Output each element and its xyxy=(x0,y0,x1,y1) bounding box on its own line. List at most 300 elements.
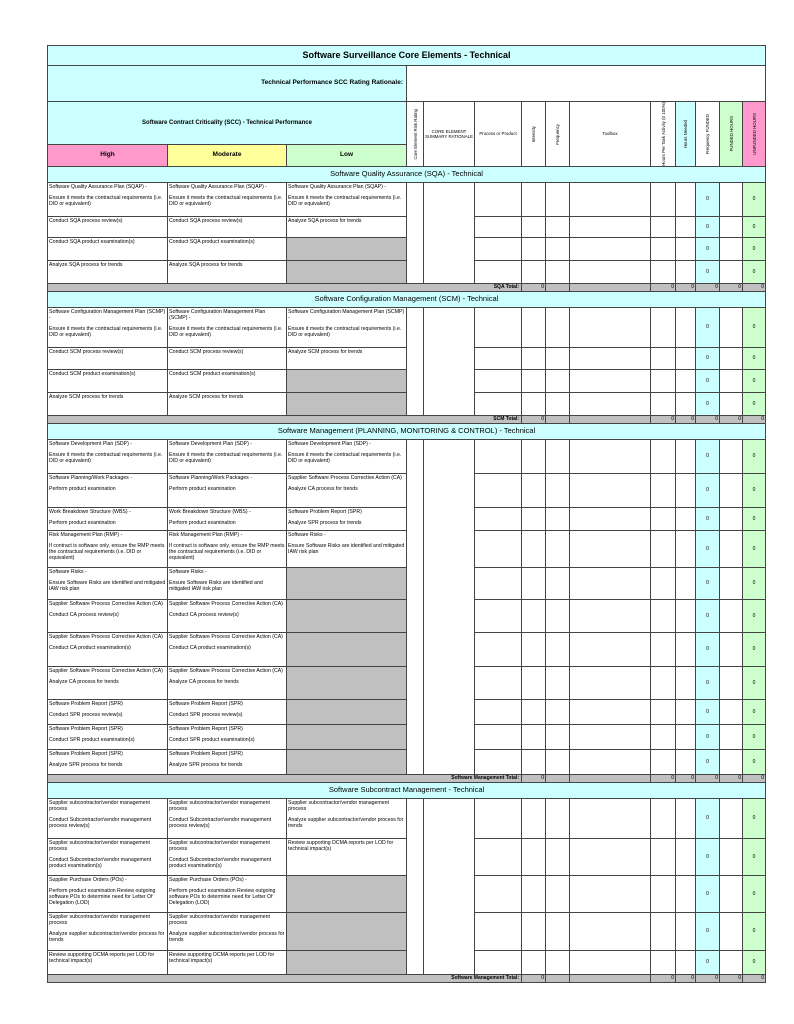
frequency-funded-cell[interactable] xyxy=(720,632,743,666)
intensity-cell[interactable] xyxy=(522,798,546,838)
toolbox-cell[interactable] xyxy=(570,182,651,216)
funded-hours-cell[interactable]: 0 xyxy=(743,912,766,950)
cell-text: Conduct SCM product examination(s) xyxy=(49,370,136,377)
moderate-cell xyxy=(168,507,287,530)
frequency-cell[interactable] xyxy=(546,507,570,530)
hours-per-task-cell[interactable] xyxy=(651,260,676,283)
funded-hours-cell[interactable]: 0 xyxy=(743,307,766,347)
funded-hours-cell[interactable]: 0 xyxy=(743,838,766,875)
summary-rationale-cell[interactable] xyxy=(424,182,475,283)
hours-per-task-cell[interactable] xyxy=(651,875,676,912)
toolbox-cell[interactable] xyxy=(570,699,651,724)
moderate-cell xyxy=(168,347,287,369)
toolbox-cell[interactable] xyxy=(570,473,651,507)
summary-rationale-cell[interactable] xyxy=(424,439,475,774)
intensity-cell[interactable] xyxy=(522,216,546,237)
intensity-cell[interactable] xyxy=(522,724,546,749)
blank-cell[interactable] xyxy=(676,798,696,838)
blank-cell[interactable] xyxy=(676,347,696,369)
frequency-cell[interactable] xyxy=(546,216,570,237)
low-cell xyxy=(287,530,407,567)
section-total-value: 0 xyxy=(522,974,546,982)
funded-hours-cell[interactable]: 0 xyxy=(743,875,766,912)
process-product-cell[interactable] xyxy=(475,632,522,666)
intensity-cell[interactable] xyxy=(522,699,546,724)
cell-text: Conduct SPR product examination(s) xyxy=(169,737,255,744)
hours-needed-cell[interactable]: 0 xyxy=(696,347,720,369)
process-product-cell[interactable] xyxy=(475,838,522,875)
section-total-label: SQA Total: xyxy=(48,283,522,291)
process-product-cell[interactable] xyxy=(475,260,522,283)
process-product-cell[interactable] xyxy=(475,875,522,912)
funded-hours-cell[interactable]: 0 xyxy=(743,507,766,530)
toolbox-cell[interactable] xyxy=(570,632,651,666)
cell-text: Analyze SQA process for trends xyxy=(169,261,243,268)
intensity-cell[interactable] xyxy=(522,567,546,599)
frequency-cell[interactable] xyxy=(546,875,570,912)
blank-cell[interactable] xyxy=(676,182,696,216)
cell-text: If contract is software only, ensure the RMP meets the contractual requirements (i.e. DID or equivalent) xyxy=(169,543,285,562)
blank-cell[interactable] xyxy=(676,632,696,666)
blank-cell[interactable] xyxy=(676,530,696,567)
hours-per-task-cell[interactable] xyxy=(651,439,676,473)
frequency-funded-cell[interactable] xyxy=(720,724,743,749)
funded-hours-cell[interactable]: 0 xyxy=(743,237,766,260)
intensity-cell[interactable] xyxy=(522,912,546,950)
section-total-value: 0 xyxy=(696,415,720,423)
cell-text: Conduct SQA process review(s) xyxy=(49,217,123,224)
process-product-cell[interactable] xyxy=(475,507,522,530)
funded-hours-cell[interactable]: 0 xyxy=(743,530,766,567)
cell-text: Software Risks - xyxy=(49,568,87,575)
funded-hours-cell[interactable]: 0 xyxy=(743,369,766,392)
risk-rating-cell[interactable] xyxy=(407,307,424,415)
process-product-cell[interactable] xyxy=(475,666,522,699)
frequency-cell[interactable] xyxy=(546,369,570,392)
intensity-cell[interactable] xyxy=(522,182,546,216)
process-product-cell[interactable] xyxy=(475,347,522,369)
frequency-funded-cell[interactable] xyxy=(720,567,743,599)
process-product-cell[interactable] xyxy=(475,599,522,632)
blank-cell[interactable] xyxy=(676,260,696,283)
cell-text: Supplier subcontractor/vendor management process xyxy=(49,839,150,853)
toolbox-cell[interactable] xyxy=(570,838,651,875)
cell-text: Analyze SQA process for trends xyxy=(288,217,362,224)
intensity-cell[interactable] xyxy=(522,632,546,666)
funded-hours-cell[interactable]: 0 xyxy=(743,749,766,774)
frequency-funded-cell[interactable] xyxy=(720,507,743,530)
toolbox-cell[interactable] xyxy=(570,599,651,632)
cell-text: Ensure it meets the contractual requirements (i.e. DID or equivalent) xyxy=(288,326,402,339)
hours-per-task-cell[interactable] xyxy=(651,666,676,699)
moderate-cell xyxy=(168,798,287,838)
frequency-funded-cell[interactable] xyxy=(720,599,743,632)
blank-cell[interactable] xyxy=(676,473,696,507)
hours-needed-cell[interactable]: 0 xyxy=(696,182,720,216)
blank-cell[interactable] xyxy=(676,599,696,632)
funded-hours-cell[interactable]: 0 xyxy=(743,392,766,415)
intensity-cell[interactable] xyxy=(522,260,546,283)
hours-needed-cell[interactable]: 0 xyxy=(696,875,720,912)
intensity-cell[interactable] xyxy=(522,749,546,774)
hours-per-task-cell[interactable] xyxy=(651,307,676,347)
section-total-value: 0 xyxy=(743,974,766,982)
funded-hours-cell[interactable]: 0 xyxy=(743,798,766,838)
toolbox-cell[interactable] xyxy=(570,347,651,369)
section-total-row xyxy=(48,774,766,782)
toolbox-cell[interactable] xyxy=(570,307,651,347)
funded-hours-cell[interactable]: 0 xyxy=(743,473,766,507)
section-total-value xyxy=(570,283,651,291)
rationale-field[interactable] xyxy=(407,66,766,102)
hours-needed-cell[interactable]: 0 xyxy=(696,392,720,415)
blank-cell[interactable] xyxy=(676,912,696,950)
hours-needed-cell[interactable]: 0 xyxy=(696,838,720,875)
cell-text: Conduct SCM process review(s) xyxy=(49,348,124,355)
hours-per-task-cell[interactable] xyxy=(651,347,676,369)
moderate-cell xyxy=(168,838,287,875)
frequency-cell[interactable] xyxy=(546,530,570,567)
intensity-cell[interactable] xyxy=(522,838,546,875)
intensity-cell[interactable] xyxy=(522,369,546,392)
cell-text: Software Problem Report (SPR) xyxy=(169,750,243,757)
hours-needed-cell[interactable]: 0 xyxy=(696,237,720,260)
funded-hours-cell[interactable]: 0 xyxy=(743,182,766,216)
cell-text: Supplier Purchase Orders (POs) - xyxy=(169,876,247,883)
frequency-cell[interactable] xyxy=(546,182,570,216)
cell-text: Conduct Subcontractor/vendor management process review(s) xyxy=(169,817,272,830)
frequency-cell[interactable] xyxy=(546,260,570,283)
hours-per-task-cell[interactable] xyxy=(651,632,676,666)
frequency-funded-cell[interactable] xyxy=(720,307,743,347)
funded-hours-cell[interactable]: 0 xyxy=(743,950,766,974)
blank-cell[interactable] xyxy=(676,307,696,347)
blank-cell[interactable] xyxy=(676,749,696,774)
hours-per-task-cell[interactable] xyxy=(651,216,676,237)
funded-hours-cell[interactable]: 0 xyxy=(743,724,766,749)
hours-per-task-cell[interactable] xyxy=(651,950,676,974)
hours-per-task-cell[interactable] xyxy=(651,473,676,507)
blank-cell[interactable] xyxy=(676,838,696,875)
funded-hours-cell[interactable]: 0 xyxy=(743,699,766,724)
hours-needed-cell[interactable]: 0 xyxy=(696,599,720,632)
blank-cell[interactable] xyxy=(676,439,696,473)
frequency-funded-cell[interactable] xyxy=(720,392,743,415)
frequency-cell[interactable] xyxy=(546,307,570,347)
cell-text: Supplier subcontractor/vendor management process xyxy=(49,799,150,813)
toolbox-cell[interactable] xyxy=(570,950,651,974)
funded-hours-cell[interactable]: 0 xyxy=(743,216,766,237)
funded-hours-cell[interactable]: 0 xyxy=(743,260,766,283)
intensity-cell[interactable] xyxy=(522,307,546,347)
hours-per-task-cell[interactable] xyxy=(651,838,676,875)
hours-needed-cell[interactable]: 0 xyxy=(696,724,720,749)
frequency-funded-cell[interactable] xyxy=(720,875,743,912)
section-title: Software Subcontract Management - Technical xyxy=(48,782,766,798)
frequency-funded-cell[interactable] xyxy=(720,347,743,369)
blank-cell[interactable] xyxy=(676,724,696,749)
low-cell xyxy=(287,699,407,724)
cell-text: Conduct SCM product examination(s) xyxy=(169,370,256,377)
process-product-cell[interactable] xyxy=(475,912,522,950)
frequency-funded-cell[interactable] xyxy=(720,666,743,699)
hours-needed-cell[interactable]: 0 xyxy=(696,216,720,237)
low-cell xyxy=(287,260,407,283)
process-product-cell[interactable] xyxy=(475,473,522,507)
hours-per-task-cell[interactable] xyxy=(651,699,676,724)
hours-needed-cell[interactable]: 0 xyxy=(696,567,720,599)
low-cell xyxy=(287,599,407,632)
frequency-cell[interactable] xyxy=(546,392,570,415)
frequency-funded-cell[interactable] xyxy=(720,798,743,838)
intensity-cell[interactable] xyxy=(522,507,546,530)
frequency-cell[interactable] xyxy=(546,912,570,950)
blank-cell[interactable] xyxy=(676,699,696,724)
funded-hours-cell[interactable]: 0 xyxy=(743,599,766,632)
toolbox-cell[interactable] xyxy=(570,912,651,950)
process-product-cell[interactable] xyxy=(475,216,522,237)
risk-rating-cell[interactable] xyxy=(407,439,424,774)
hours-needed-cell[interactable]: 0 xyxy=(696,798,720,838)
summary-rationale-cell[interactable] xyxy=(424,307,475,415)
process-product-cell[interactable] xyxy=(475,798,522,838)
cell-text: Software Planning/Work Packages - xyxy=(49,474,132,481)
blank-cell[interactable] xyxy=(676,875,696,912)
frequency-funded-cell[interactable] xyxy=(720,749,743,774)
toolbox-cell[interactable] xyxy=(570,392,651,415)
intensity-cell[interactable] xyxy=(522,392,546,415)
toolbox-cell[interactable] xyxy=(570,237,651,260)
frequency-cell[interactable] xyxy=(546,347,570,369)
funded-hours-cell[interactable]: 0 xyxy=(743,632,766,666)
risk-rating-cell[interactable] xyxy=(407,182,424,283)
low-cell xyxy=(287,392,407,415)
level-high: High xyxy=(48,145,168,167)
cell-text: Ensure it meets the contractual requirements (i.e. DID or equivalent) xyxy=(49,452,163,465)
high-cell xyxy=(48,567,168,599)
high-cell xyxy=(48,666,168,699)
hours-needed-cell[interactable]: 0 xyxy=(696,666,720,699)
low-cell xyxy=(287,369,407,392)
toolbox-cell[interactable] xyxy=(570,530,651,567)
funded-hours-cell[interactable]: 0 xyxy=(743,567,766,599)
blank-cell[interactable] xyxy=(676,567,696,599)
moderate-cell xyxy=(168,307,287,347)
toolbox-cell[interactable] xyxy=(570,567,651,599)
hours-needed-cell[interactable]: 0 xyxy=(696,632,720,666)
hours-needed-cell[interactable]: 0 xyxy=(696,507,720,530)
cell-text: Analyze SCM process for trends xyxy=(49,393,124,400)
cell-text: Software Problem Report (SPR) xyxy=(169,725,243,732)
hours-needed-cell[interactable]: 0 xyxy=(696,260,720,283)
cell-text: Conduct SQA product examination(s) xyxy=(169,238,255,245)
blank-cell[interactable] xyxy=(676,392,696,415)
frequency-funded-cell[interactable] xyxy=(720,530,743,567)
hours-needed-cell[interactable]: 0 xyxy=(696,473,720,507)
frequency-cell[interactable] xyxy=(546,838,570,875)
funded-hours-cell[interactable]: 0 xyxy=(743,439,766,473)
hours-needed-cell[interactable]: 0 xyxy=(696,369,720,392)
column-header xyxy=(743,102,766,167)
toolbox-cell[interactable] xyxy=(570,666,651,699)
sheet-title: Software Surveillance Core Elements - Technical xyxy=(48,46,766,66)
toolbox-cell[interactable] xyxy=(570,507,651,530)
low-cell xyxy=(287,347,407,369)
frequency-funded-cell[interactable] xyxy=(720,838,743,875)
hours-per-task-cell[interactable] xyxy=(651,567,676,599)
hours-per-task-cell[interactable] xyxy=(651,369,676,392)
process-product-cell[interactable] xyxy=(475,724,522,749)
toolbox-cell[interactable] xyxy=(570,216,651,237)
intensity-cell[interactable] xyxy=(522,530,546,567)
frequency-funded-cell[interactable] xyxy=(720,182,743,216)
table-row xyxy=(48,798,766,838)
intensity-cell[interactable] xyxy=(522,666,546,699)
hours-needed-cell[interactable]: 0 xyxy=(696,699,720,724)
blank-cell[interactable] xyxy=(676,369,696,392)
frequency-cell[interactable] xyxy=(546,666,570,699)
process-product-cell[interactable] xyxy=(475,369,522,392)
process-product-cell[interactable] xyxy=(475,307,522,347)
hours-per-task-cell[interactable] xyxy=(651,912,676,950)
moderate-cell xyxy=(168,875,287,912)
hours-needed-cell[interactable]: 0 xyxy=(696,307,720,347)
frequency-funded-cell[interactable] xyxy=(720,950,743,974)
cell-text: Conduct Subcontractor/vendor management product examination(s) xyxy=(49,857,152,870)
frequency-cell[interactable] xyxy=(546,473,570,507)
column-header xyxy=(696,102,720,167)
cell-text: Ensure it meets the contractual requirements (i.e. DID or equivalent) xyxy=(49,195,163,208)
process-product-cell[interactable] xyxy=(475,439,522,473)
hours-needed-cell[interactable]: 0 xyxy=(696,530,720,567)
high-cell xyxy=(48,260,168,283)
intensity-cell[interactable] xyxy=(522,875,546,912)
frequency-cell[interactable] xyxy=(546,439,570,473)
column-header-label: Hours Needed xyxy=(683,119,688,149)
hours-per-task-cell[interactable] xyxy=(651,798,676,838)
section-total-value: 0 xyxy=(720,283,743,291)
frequency-funded-cell[interactable] xyxy=(720,237,743,260)
moderate-cell xyxy=(168,699,287,724)
hours-needed-cell[interactable]: 0 xyxy=(696,912,720,950)
blank-cell[interactable] xyxy=(676,237,696,260)
cell-text: Ensure Software Risks are identified and mitigated IAW risk plan xyxy=(169,580,263,593)
frequency-cell[interactable] xyxy=(546,950,570,974)
low-cell xyxy=(287,182,407,216)
moderate-cell xyxy=(168,369,287,392)
section-total-value: 0 xyxy=(676,415,696,423)
intensity-cell[interactable] xyxy=(522,439,546,473)
frequency-cell[interactable] xyxy=(546,724,570,749)
hours-needed-cell[interactable]: 0 xyxy=(696,439,720,473)
intensity-cell[interactable] xyxy=(522,347,546,369)
process-product-cell[interactable] xyxy=(475,392,522,415)
section-total-value: 0 xyxy=(651,974,676,982)
section-total-value: 0 xyxy=(651,774,676,782)
process-product-cell[interactable] xyxy=(475,749,522,774)
toolbox-cell[interactable] xyxy=(570,260,651,283)
section-total-value: 0 xyxy=(651,283,676,291)
section-total-value xyxy=(570,415,651,423)
frequency-funded-cell[interactable] xyxy=(720,912,743,950)
process-product-cell[interactable] xyxy=(475,237,522,260)
toolbox-cell[interactable] xyxy=(570,724,651,749)
blank-cell[interactable] xyxy=(676,950,696,974)
frequency-cell[interactable] xyxy=(546,798,570,838)
moderate-cell xyxy=(168,632,287,666)
frequency-funded-cell[interactable] xyxy=(720,260,743,283)
section-title: Software Management (PLANNING, MONITORING & CONTROL) - Technical xyxy=(48,423,766,439)
blank-cell[interactable] xyxy=(676,216,696,237)
section-total-label: Software Management Total: xyxy=(48,974,522,982)
hours-per-task-cell[interactable] xyxy=(651,182,676,216)
toolbox-cell[interactable] xyxy=(570,749,651,774)
hours-per-task-cell[interactable] xyxy=(651,237,676,260)
frequency-cell[interactable] xyxy=(546,567,570,599)
frequency-cell[interactable] xyxy=(546,632,570,666)
frequency-funded-cell[interactable] xyxy=(720,473,743,507)
hours-per-task-cell[interactable] xyxy=(651,724,676,749)
cell-text: Analyze SPR process for trends xyxy=(288,520,362,527)
frequency-funded-cell[interactable] xyxy=(720,216,743,237)
funded-hours-cell[interactable]: 0 xyxy=(743,666,766,699)
cell-text: Risk Management Plan (RMP) - xyxy=(169,531,243,538)
blank-cell[interactable] xyxy=(676,666,696,699)
toolbox-cell[interactable] xyxy=(570,369,651,392)
intensity-cell[interactable] xyxy=(522,599,546,632)
cell-text: Analyze SCM process for trends xyxy=(288,348,363,355)
risk-rating-cell[interactable] xyxy=(407,798,424,974)
summary-rationale-cell[interactable] xyxy=(424,798,475,974)
blank-cell[interactable] xyxy=(676,507,696,530)
cell-text: Software Quality Assurance Plan (SQAP) - xyxy=(288,183,387,190)
frequency-cell[interactable] xyxy=(546,749,570,774)
frequency-funded-cell[interactable] xyxy=(720,369,743,392)
frequency-funded-cell[interactable] xyxy=(720,439,743,473)
column-header xyxy=(522,102,546,167)
cell-text: Conduct SQA process review(s) xyxy=(169,217,243,224)
low-cell xyxy=(287,912,407,950)
process-product-cell[interactable] xyxy=(475,699,522,724)
hours-needed-cell[interactable]: 0 xyxy=(696,950,720,974)
intensity-cell[interactable] xyxy=(522,950,546,974)
toolbox-cell[interactable] xyxy=(570,875,651,912)
frequency-cell[interactable] xyxy=(546,699,570,724)
process-product-cell[interactable] xyxy=(475,182,522,216)
process-product-cell[interactable] xyxy=(475,567,522,599)
hours-per-task-cell[interactable] xyxy=(651,599,676,632)
toolbox-cell[interactable] xyxy=(570,439,651,473)
hours-per-task-cell[interactable] xyxy=(651,507,676,530)
hours-per-task-cell[interactable] xyxy=(651,530,676,567)
cell-text: Software Problem Report (SPR) xyxy=(49,700,123,707)
hours-per-task-cell[interactable] xyxy=(651,392,676,415)
frequency-cell[interactable] xyxy=(546,599,570,632)
hours-per-task-cell[interactable] xyxy=(651,749,676,774)
hours-needed-cell[interactable]: 0 xyxy=(696,749,720,774)
process-product-cell[interactable] xyxy=(475,950,522,974)
frequency-cell[interactable] xyxy=(546,237,570,260)
intensity-cell[interactable] xyxy=(522,237,546,260)
frequency-funded-cell[interactable] xyxy=(720,699,743,724)
toolbox-cell[interactable] xyxy=(570,798,651,838)
section-total-value xyxy=(546,974,570,982)
funded-hours-cell[interactable]: 0 xyxy=(743,347,766,369)
intensity-cell[interactable] xyxy=(522,473,546,507)
cell-text: Analyze SQA process for trends xyxy=(49,261,123,268)
cell-text: Ensure it meets the contractual requirements (i.e. DID or equivalent) xyxy=(288,452,402,465)
process-product-cell[interactable] xyxy=(475,530,522,567)
